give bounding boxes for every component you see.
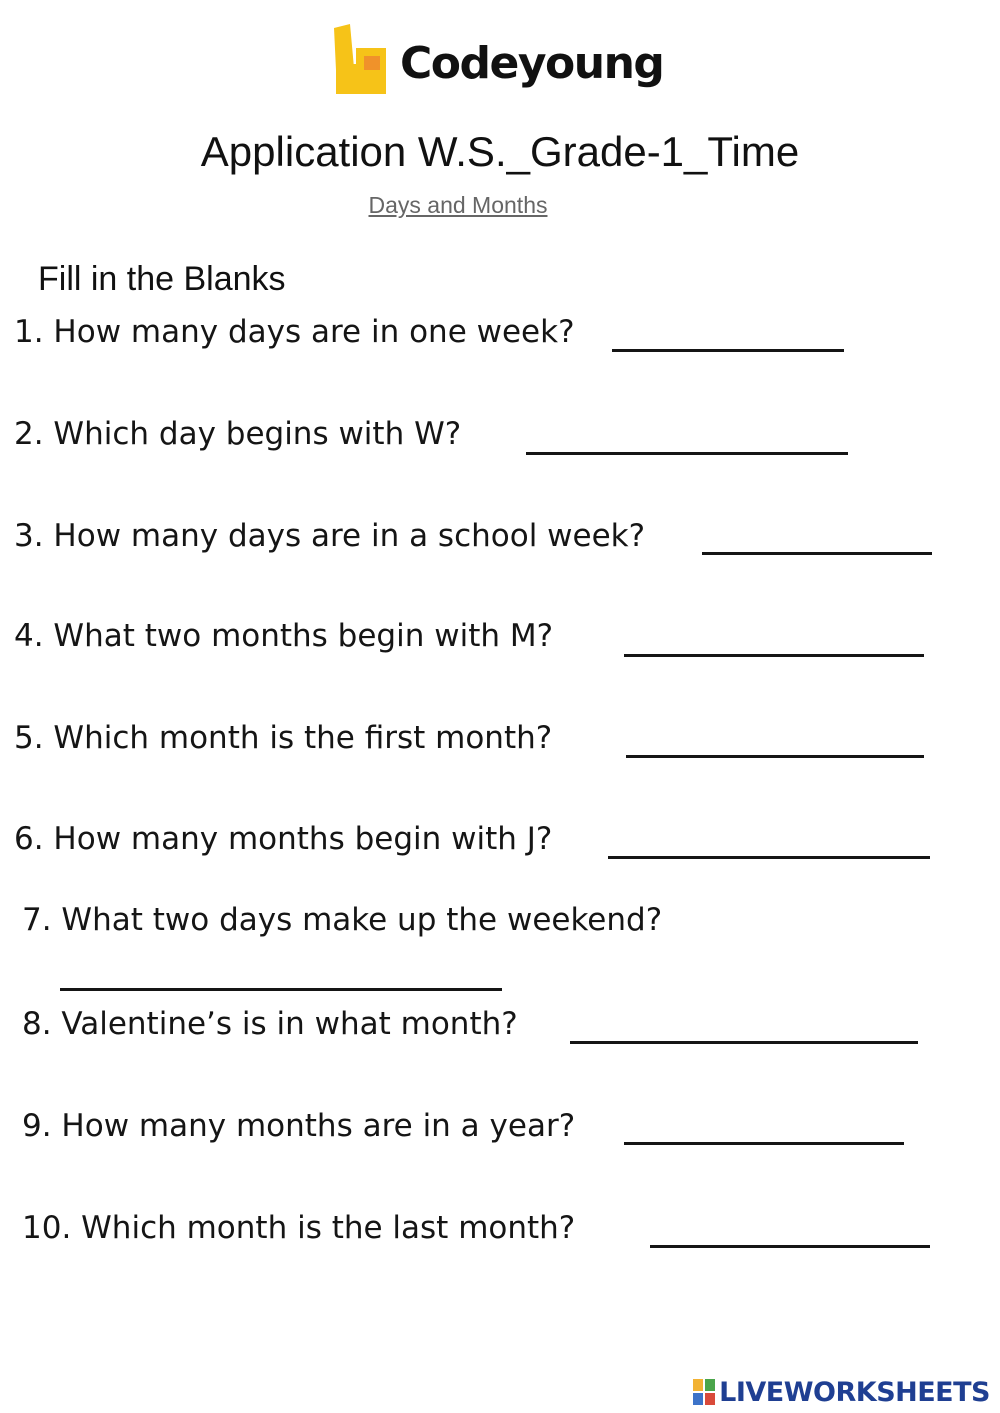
question-3: 3. How many days are in a school week? [14, 518, 646, 554]
codeyoung-logo [332, 24, 692, 104]
answer-blank-1[interactable] [612, 349, 844, 352]
codeyoung-logo-icon [332, 24, 392, 96]
brand-name: Codeyoung [400, 38, 664, 89]
answer-blank-4[interactable] [624, 654, 924, 657]
liveworksheets-logo-icon [693, 1379, 715, 1405]
liveworksheets-text: LIVEWORKSHEETS [719, 1376, 990, 1408]
page-title: Application W.S._Grade-1_Time [200, 128, 800, 175]
question-7: 7. What two days make up the weekend? [22, 902, 663, 938]
answer-blank-8[interactable] [570, 1041, 918, 1044]
question-10: 10. Which month is the last month? [22, 1210, 576, 1246]
question-1: 1. How many days are in one week? [14, 314, 575, 350]
answer-blank-5[interactable] [626, 755, 924, 758]
subtitle-link[interactable]: Days and Months [368, 192, 548, 218]
answer-blank-7[interactable] [60, 988, 502, 991]
answer-blank-9[interactable] [624, 1142, 904, 1145]
question-2: 2. Which day begins with W? [14, 416, 462, 452]
question-8: 8. Valentine’s is in what month? [22, 1006, 518, 1042]
answer-blank-2[interactable] [526, 452, 848, 455]
question-9: 9. How many months are in a year? [22, 1108, 576, 1144]
answer-blank-10[interactable] [650, 1245, 930, 1248]
question-6: 6. How many months begin with J? [14, 821, 553, 857]
question-5: 5. Which month is the first month? [14, 720, 553, 756]
liveworksheets-watermark [693, 1374, 990, 1410]
answer-blank-3[interactable] [702, 552, 932, 555]
instruction: Fill in the Blanks [38, 260, 286, 298]
answer-blank-6[interactable] [608, 856, 930, 859]
question-4: 4. What two months begin with M? [14, 618, 554, 654]
